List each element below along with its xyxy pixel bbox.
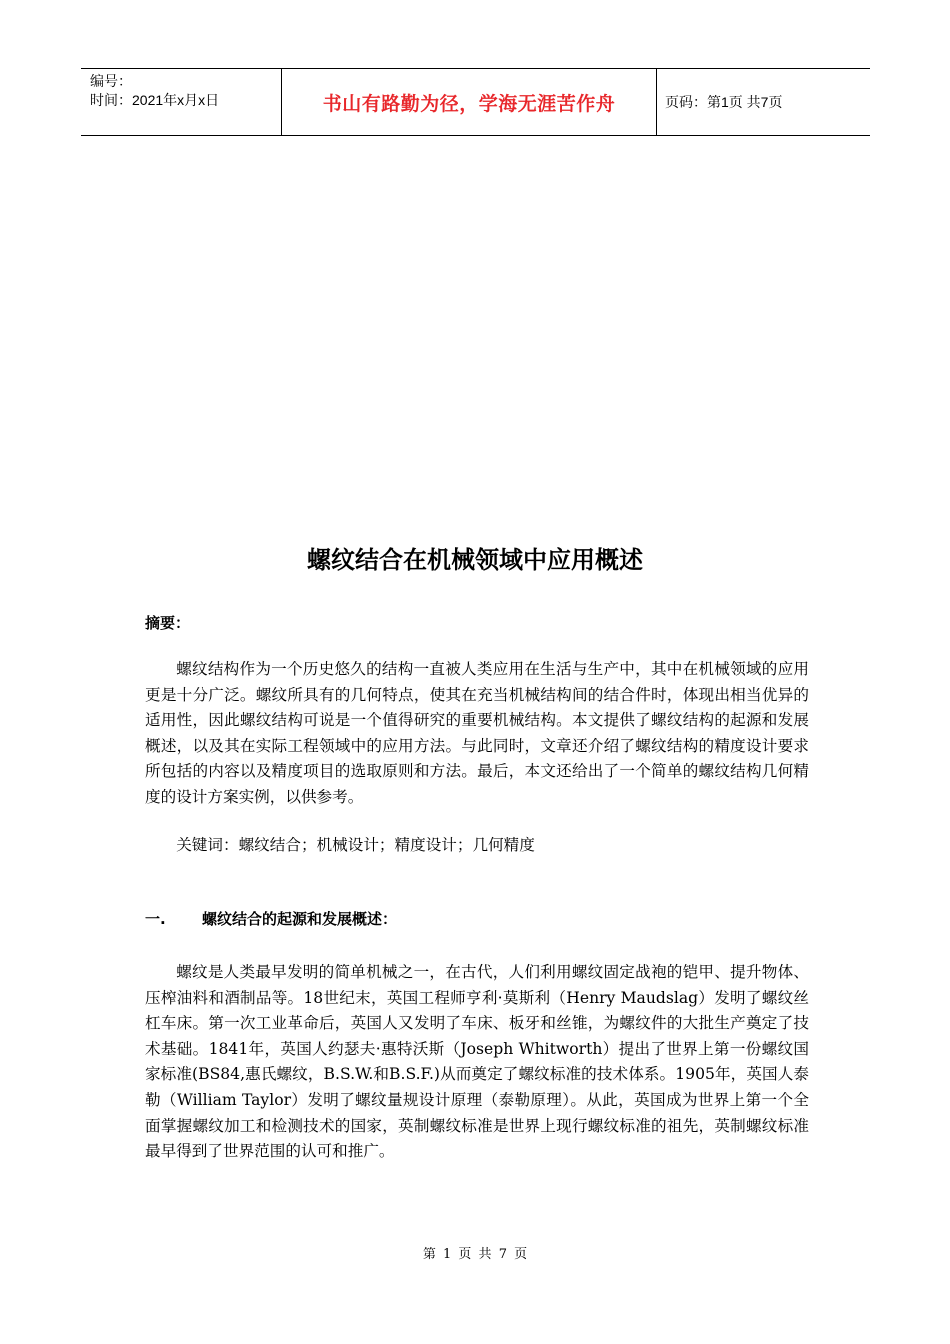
header-motto: 书山有路勤为径，学海无涯苦作舟	[322, 92, 616, 115]
header-page-info: 页码：第1页 共7页	[665, 94, 783, 110]
page-footer: 第 1 页 共 7 页	[422, 1247, 528, 1262]
page-header	[81, 68, 870, 136]
header-page-cell	[657, 69, 870, 135]
section-title: 螺纹结合的起源和发展概述：	[202, 910, 398, 928]
document-title: 螺纹结合在机械领域中应用概述	[307, 546, 643, 574]
abstract-label: 摘要：	[145, 614, 191, 632]
section-paragraph: 螺纹是人类最早发明的简单机械之一，在古代，人们利用螺纹固定战袍的铠甲、提升物体、压榨油料和酒制品等。18世纪末，英国工程师亨利·莫斯利（Henry Maudslag）发明了螺纹丝杠车床。第一次工业革命后，英国人又发明了车床、板牙和丝锥，为螺纹件的大批生产奠定了技术基础。1841年，英国人约瑟夫·惠特沃斯（Joseph Whitworth）提出了世界上第一份螺纹国家标准(BS84,惠氏螺纹，B.S.W.和B.S.F.)从而奠定了螺纹标准的技术体系。1905年，英国人泰勒（William Taylor）发明了螺纹量规设计原理（泰勒原理）。从此，英国成为世界上第一个全面掌握螺纹加工和检测技术的国家，英制螺纹标准是世界上现行螺纹标准的祖先，英制螺纹标准最早得到了世界范围的认可和推广。	[145, 963, 809, 1161]
document-date: 时间：2021年x月x日	[90, 92, 220, 108]
abstract-paragraph: 螺纹结构作为一个历史悠久的结构一直被人类应用在生活与生产中，其中在机械领域的应用更是十分广泛。螺纹所具有的几何特点，使其在充当机械结构间的结合件时，体现出相当优异的适用性，因此螺纹结构可说是一个值得研究的重要机械结构。本文提供了螺纹结构的起源和发展概述，以及其在实际工程领域中的应用方法。与此同时，文章还介绍了螺纹结构的精度设计要求所包括的内容以及精度项目的选取原则和方法。最后，本文还给出了一个简单的螺纹结构几何精度的设计方案实例，以供参考。	[145, 660, 809, 806]
document-number-label: 编号：	[90, 73, 132, 89]
keywords-line: 关键词：螺纹结合；机械设计；精度设计；几何精度	[176, 836, 535, 854]
header-motto-cell	[282, 69, 657, 135]
section-heading	[145, 907, 397, 931]
header-meta-cell	[81, 69, 282, 135]
section-number: 一.	[145, 910, 166, 928]
